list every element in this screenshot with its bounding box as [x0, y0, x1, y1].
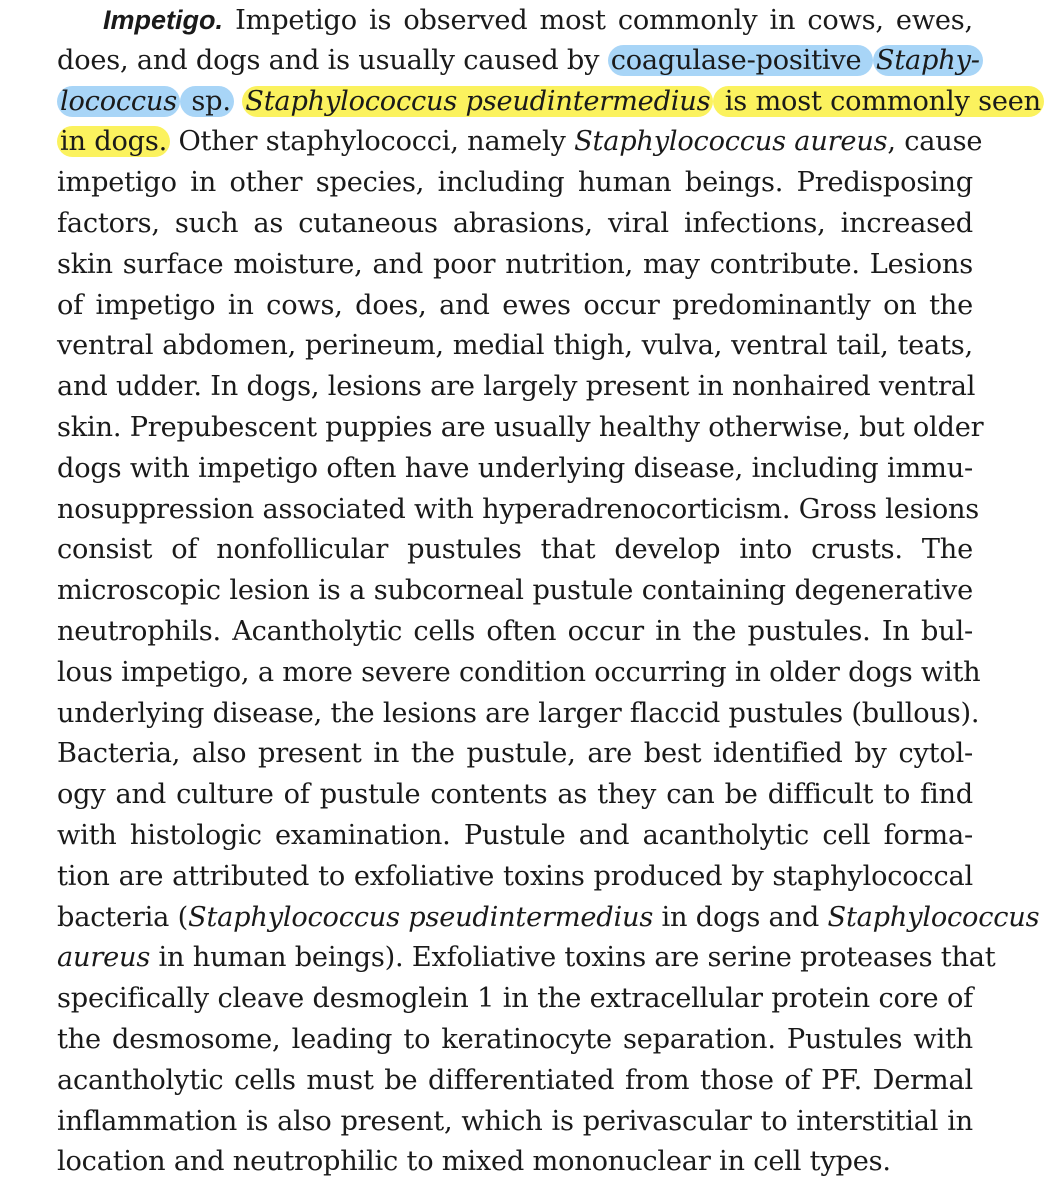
text-line	[57, 938, 996, 979]
text-run: acantholytic cells must be differentiated from those of PF. Dermal	[57, 1064, 973, 1096]
text-line	[57, 1020, 973, 1061]
text-run: inflammation is also present, which is perivascular to interstitial in	[57, 1105, 973, 1137]
text-run: neutrophils. Acantholytic cells often occur in the pustules. In bul-	[57, 615, 973, 647]
text-run: Bacteria, also present in the pustule, are best identified by cytol-	[57, 738, 973, 770]
text-run: ventral abdomen, perineum, medial thigh, vulva, ventral tail, teats,	[57, 330, 973, 362]
text-line	[57, 326, 973, 367]
text-line	[57, 490, 980, 531]
text-run: , cause	[887, 126, 983, 158]
text-run: ogy and culture of pustule contents as they can be difficult to find	[57, 779, 973, 811]
highlight-blue: sp.	[180, 86, 234, 117]
text-line	[57, 775, 973, 816]
text-run: in human beings). Exfoliative toxins are serine proteases that	[150, 942, 996, 974]
impetigo-paragraph	[57, 0, 1041, 1183]
text-run: skin surface moisture, and poor nutrition, may contribute. Lesions	[57, 248, 973, 280]
text-run: dogs with impetigo often have underlying disease, including immu-	[57, 452, 973, 484]
text-line	[57, 245, 973, 286]
highlight-yellow: in dogs.	[57, 126, 170, 157]
text-run: with histologic examination. Pustule and acantholytic cell forma-	[57, 819, 973, 851]
text-line	[57, 449, 973, 490]
italic-text: Staphylococcus aureus	[574, 126, 888, 158]
highlight-yellow: is most commonly seen	[713, 86, 1044, 117]
highlight-yellow: Staphylococcus pseudintermedius	[242, 86, 713, 117]
highlight-blue: lococcus	[57, 86, 180, 117]
highlight-blue: coagulase-positive	[608, 45, 873, 76]
text-run: does, and dogs and is usually caused by	[57, 44, 608, 76]
text-line	[57, 122, 983, 163]
text-line	[57, 857, 973, 898]
text-run: microscopic lesion is a subcorneal pustule containing degenerative	[57, 575, 973, 607]
text-line	[57, 1061, 973, 1102]
text-run: location and neutrophilic to mixed mononuclear in cell types.	[57, 1146, 891, 1178]
text-run: and udder. In dogs, lesions are largely present in nonhaired ventral	[57, 371, 976, 403]
text-run: tion are attributed to exfoliative toxins produced by staphylococcal	[57, 860, 973, 892]
section-heading: Impetigo.	[103, 5, 223, 35]
text-line	[57, 734, 973, 775]
text-run: consist of nonfollicular pustules that develop into crusts. The	[57, 534, 973, 566]
text-run: in dogs and	[653, 901, 828, 933]
text-run: Other staphylococci, namely	[170, 126, 575, 158]
text-run: factors, such as cutaneous abrasions, viral infections, increased	[57, 207, 973, 239]
text-line	[57, 571, 973, 612]
text-line	[57, 694, 980, 735]
text-line	[57, 41, 980, 82]
italic-text: Staphylococcus pseudintermedius	[188, 901, 654, 933]
text-run: bacteria (	[57, 901, 189, 933]
text-line	[57, 530, 973, 571]
text-line	[57, 82, 1041, 123]
text-run: lous impetigo, a more severe condition occurring in older dogs with	[57, 656, 981, 688]
text-line	[57, 653, 981, 694]
text-run	[234, 86, 242, 117]
text-run: specifically cleave desmoglein 1 in the extracellular protein core of	[57, 983, 973, 1015]
text-run: Impetigo is observed most commonly in cows, ewes,	[235, 5, 973, 36]
text-line	[57, 286, 973, 327]
text-run: of impetigo in cows, does, and ewes occur predominantly on the	[57, 289, 973, 321]
text-line	[57, 0, 973, 41]
italic-text: aureus	[57, 942, 151, 974]
italic-text: Staphylococcus	[827, 901, 1040, 933]
text-run: nosuppression associated with hyperadrenocorticism. Gross lesions	[57, 493, 980, 525]
text-run: impetigo in other species, including human beings. Predisposing	[57, 167, 973, 199]
text-line	[57, 1142, 973, 1183]
text-line	[57, 898, 1040, 939]
text-run: skin. Prepubescent puppies are usually healthy otherwise, but older	[57, 411, 984, 443]
text-line	[57, 367, 976, 408]
highlight-blue: Staphy-	[873, 45, 983, 76]
text-line	[57, 979, 973, 1020]
text-line	[57, 1102, 973, 1143]
text-run: the desmosome, leading to keratinocyte separation. Pustules with	[57, 1023, 973, 1055]
text-line	[57, 204, 973, 245]
text-line	[57, 612, 973, 653]
text-line	[57, 163, 973, 204]
text-line	[57, 408, 984, 449]
text-run: underlying disease, the lesions are larger flaccid pustules (bullous).	[57, 697, 980, 729]
text-line	[57, 816, 973, 857]
